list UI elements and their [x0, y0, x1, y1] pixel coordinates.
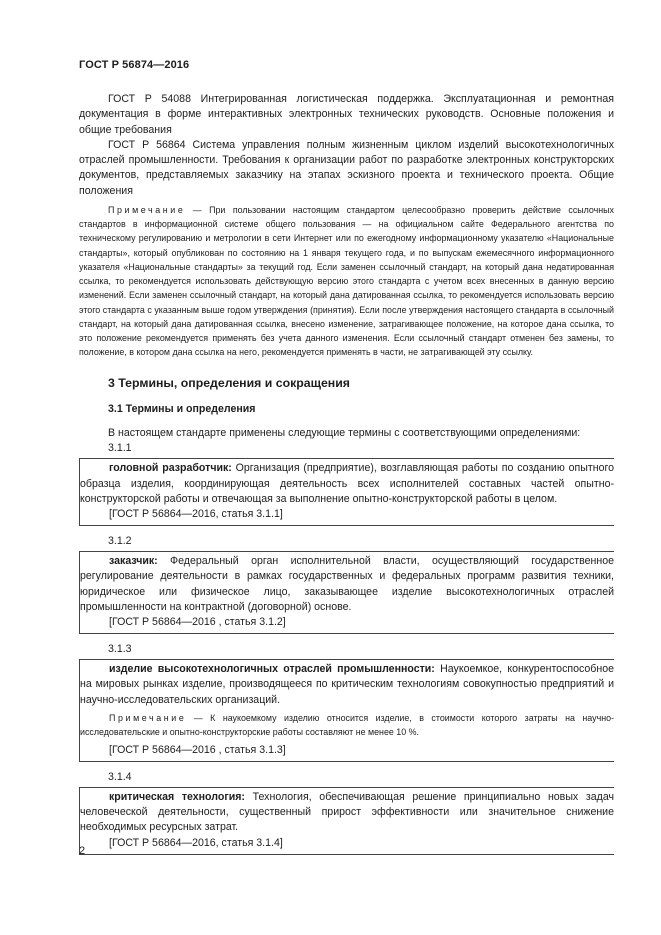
section-title: 3 Термины, определения и сокращения — [108, 376, 350, 391]
reference-gost-54088: ГОСТ Р 54088 Интегрированная логистическая поддержка. Эксплуатационная и ремонтная документация в форме интерактивных электронных технических руководств. Основные положения и общие требования — [79, 93, 614, 136]
term-entry — [79, 659, 614, 762]
term-number: 3.1.2 — [108, 535, 132, 548]
term-entry — [79, 458, 614, 526]
term-definition-text: Организация (предприятие), возглавляющая работы по созданию опытного образца изделия, координирующая деятельность всех исполнителей составных частей опытно-конструкторской работы и отвечающая за выполнение опытно-конструкторской работы в целом. — [80, 462, 614, 505]
term-name: заказчик: — [109, 555, 158, 568]
note-label: Примечание — [108, 205, 186, 216]
term-name: головной разработчик: — [109, 462, 232, 475]
term-definition-text: Федеральный орган исполнительной власти, осуществляющий государственное регулирование деятельности в рамках государственных и федеральных программ развития техники, юридическое или физическое лицо, заказывающее изделие высокотехнологичных отраслей промышленности на контрактной (договорной) основе. — [80, 555, 614, 613]
term-number: 3.1.4 — [108, 770, 132, 783]
term-definition — [80, 790, 614, 836]
reference-gost-56864: ГОСТ Р 56864 Система управления полным жизненным циклом изделий высокотехнологичных отраслей промышленности. Требования к организации работ по разработке электронных конструкторских документов, представляемых заказчику на этапах эскизного проекта и технического проекта. Общие положения — [79, 138, 614, 197]
term-definition-text: Технология, обеспечивающая решение принципиально новых задач человеческой деятельности, существенный прирост эффективности или значительное снижение необходимых ресурсных затрат. — [80, 790, 615, 834]
term-entry — [79, 551, 614, 634]
term-name: критическая технология: — [109, 790, 245, 803]
section-intro: В настоящем стандарте применены следующие термины с соответствующими определениями: — [108, 427, 581, 440]
note-text: — При пользовании настоящим стандартом целесообразно проверить действие ссылочных стандартов в информационной системе общего пользования — на официальном сайте Федерального агентства по техническому регулированию и метрологии в сети Интернет или по ежегодному информационному указателю «Национальные стандарты», который опубликован по состоянию на 1 января текущего года, и по выпускам ежемесячного информационного указателя «Национальные стандарты» за текущий год. Если заменен ссылочный стандарт, на который дана недатированная ссылка, то рекомендуется использовать действующую версию этого стандарта с учетом всех внесенных в данную версию изменений. Если заменен ссылочный стандарт, на который дана датированная ссылка, то рекомендуется использовать версию этого стандарта с указанным выше годом утверждения (принятия). Если после утверждения настоящего стандарта в ссылочный стандарт, на который дана датированная ссылка, внесено изменение, затрагивающее положение, на которое дана ссылка, то это положение рекомендуется применять без учета данного изменения. Если ссылочный стандарт отменен без замены, то положение, в котором дана ссылка на него, рекомендуется применять в части, не затрагивающей эту ссылку. — [79, 205, 614, 358]
term-definition — [80, 662, 614, 708]
subsection-title: 3.1 Термины и определения — [108, 403, 256, 416]
term-entry — [79, 787, 614, 855]
term-note-text: — К наукоемкому изделию относится изделие, в стоимости которого затраты на научно-исследовательские и опытно-конструкторские работы составляют не менее 10 %. — [80, 712, 614, 737]
term-source: [ГОСТ Р 56864—2016, статья 3.1.4] — [109, 836, 283, 849]
page-header-standard: ГОСТ Р 56874—2016 — [79, 59, 190, 71]
term-definition — [80, 461, 614, 507]
page-number: 2 — [79, 845, 86, 857]
term-source: [ГОСТ Р 56864—2016 , статья 3.1.3] — [109, 743, 286, 756]
term-name: изделие высокотехнологичных отраслей промышленности: — [109, 663, 435, 676]
term-source: [ГОСТ Р 56864—2016, статья 3.1.1] — [109, 507, 283, 520]
term-note-label: Примечание — [109, 712, 187, 723]
term-number: 3.1.1 — [108, 442, 132, 455]
term-definition-text: Наукоемкое, конкурентоспособное на мировых рынках изделие, производящееся по критическим технологиям совокупностью предприятий и научно-исследовательских организаций. — [80, 663, 614, 706]
term-definition — [80, 554, 614, 615]
term-source: [ГОСТ Р 56864—2016 , статья 3.1.2] — [109, 615, 286, 628]
term-number: 3.1.3 — [108, 643, 132, 656]
term-note — [80, 711, 614, 739]
page-content — [79, 92, 614, 855]
normative-note — [79, 203, 614, 359]
